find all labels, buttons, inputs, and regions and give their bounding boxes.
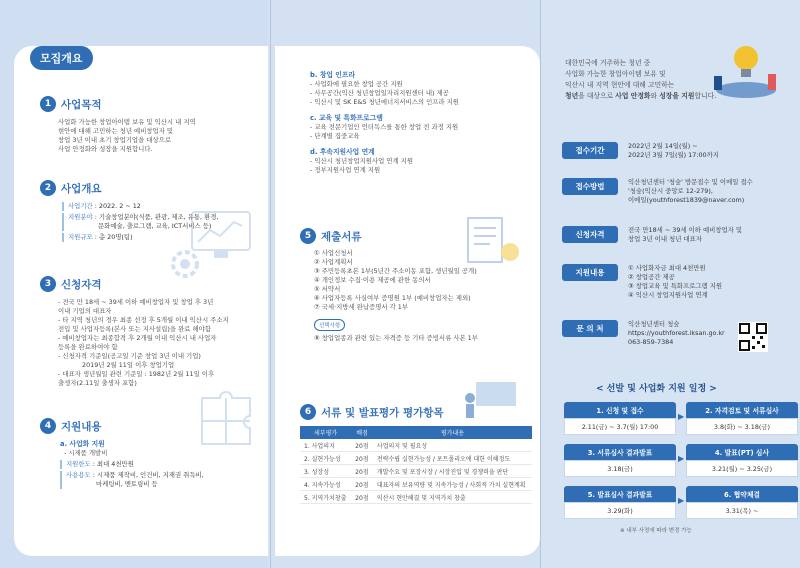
info-label: 접수방법 — [562, 178, 618, 195]
support-line: - 시제품 개발비 — [64, 449, 108, 457]
info-value — [628, 226, 742, 244]
info-row-support — [562, 264, 722, 300]
section-evaluation — [300, 404, 535, 504]
info-value-line: ② 창업공간 제공 — [628, 273, 675, 281]
table-cell: 20점 — [351, 491, 373, 504]
section-eligibility — [40, 276, 265, 388]
schedule-title: < 선발 및 사업화 지원 일정 > — [596, 384, 717, 394]
info-value-line: ① 사업화자금 최대 4천만원 — [628, 264, 706, 272]
info-value-line: 2022년 2월 14일(월) ~ — [628, 142, 698, 150]
step-date: 3.18(금) — [564, 460, 676, 477]
schedule-step — [564, 402, 676, 435]
intro-mid: 와 — [650, 92, 660, 100]
eligibility-line: 이내 기업의 대표자 — [58, 307, 112, 315]
step-date: 3.21(월) ~ 3.25(금) — [686, 460, 798, 477]
intro-end: 합니다. — [694, 92, 717, 100]
infra-line: - 익산시 및 SK E&S 청년에너지서비스의 인프라 지원 — [310, 98, 459, 106]
step-date: 3.8(화) ~ 3.18(금) — [686, 418, 798, 435]
table-cell: 20점 — [351, 478, 373, 491]
table-cell: 2. 실현가능성 — [300, 452, 351, 465]
table-header: 평가내용 — [373, 426, 532, 439]
arrow-right-icon: ▶ — [678, 454, 685, 463]
use-value-2: 마케팅비, 멘토링비 등 — [96, 480, 158, 488]
schedule-step — [686, 486, 798, 519]
field-value-1: : 기술창업분야(식품, 관광, 제조, 유통, 환경, — [92, 213, 219, 221]
section-number: 5 — [300, 228, 316, 244]
eligibility-line: - 타 지역 청년의 경우 최종 선정 후 5개월 이내 익산시 주소지 — [58, 316, 229, 324]
table-cell: 3. 성장성 — [300, 465, 351, 478]
infra-line: - 사무공간(익산 청년창업일자리지원센터 내) 제공 — [310, 89, 449, 97]
table-cell: 20점 — [351, 439, 373, 452]
step-title: 3. 서류심사 결과발표 — [564, 444, 676, 460]
section-number: 2 — [40, 180, 56, 196]
table-cell: 4. 지속가능성 — [300, 478, 351, 491]
eligibility-line: 전입 및 사업자등록(본사 또는 지사설립)을 완료 해야함 — [58, 325, 211, 333]
document-item: ⑤ 서약서 — [314, 285, 341, 293]
step-title: 5. 발표심사 결과발표 — [564, 486, 676, 502]
purpose-text-4: 사업 안정화와 성장을 지원합니다. — [58, 145, 153, 153]
table-cell: 개발수요 및 포장시장 / 시장진입 및 경쟁력을 판단 — [373, 465, 532, 478]
section-number: 3 — [40, 276, 56, 292]
section-title: 지원내용 — [61, 420, 102, 433]
limit-value: : 최대 4천만원 — [90, 460, 134, 468]
info-row-eligibility — [562, 226, 742, 244]
step-date: 3.29(화) — [564, 502, 676, 519]
step-title: 6. 협약체결 — [686, 486, 798, 502]
use-value-1: : 시제품 제작비, 인건비, 지재권 취득비, — [90, 471, 204, 479]
limit-row — [60, 460, 260, 469]
step-title: 4. 발표(PT) 심사 — [686, 444, 798, 460]
table-header: 배점 — [351, 426, 373, 439]
schedule-step — [564, 486, 676, 519]
followup-line: - 정부지원사업 연계 지원 — [310, 166, 381, 174]
section-title: 사업개요 — [61, 182, 102, 195]
section-badge: 모집개요 — [30, 46, 93, 70]
schedule-step — [564, 444, 676, 477]
info-value-line: 2022년 3월 7일(월) 17:00까지 — [628, 151, 719, 159]
eligibility-line: 등록을 완료하여야 함 — [58, 343, 118, 351]
schedule-step — [686, 402, 798, 435]
table-cell: 익산시 현안해결 및 지역가치 창출 — [373, 491, 532, 504]
evaluation-table — [300, 426, 532, 504]
table-cell: 1. 사업의지 — [300, 439, 351, 452]
field-key: 지원분야 — [68, 213, 93, 221]
intro-line-last — [565, 91, 765, 102]
info-value — [628, 178, 753, 205]
limit-key: 지원한도 — [66, 460, 91, 468]
info-row-contact — [562, 320, 725, 347]
purpose-text-3: 창업 3년 이내 초기 창업기업을 대상으로 — [58, 136, 171, 144]
info-value — [628, 142, 719, 160]
table-cell: 전략수립 실현가능성 / 포트폴리오에 대한 이해정도 — [373, 452, 532, 465]
table-cell: 사업의지 및 필요성 — [373, 439, 532, 452]
info-value-line: 063-859-7384 — [628, 338, 674, 346]
document-item: ① 사업신청서 — [314, 249, 353, 257]
table-cell: 대표자의 보유역량 및 지속가능성 / 사회적 가치 실현계획 — [373, 478, 532, 491]
document-item: ② 사업계획서 — [314, 258, 353, 266]
use-key: 사용용도 — [66, 471, 91, 479]
schedule-step — [686, 444, 798, 477]
section-number: 1 — [40, 96, 56, 112]
info-label: 문 의 처 — [562, 320, 618, 337]
eligibility-line: 2019년 2월 11일 이후 창업기업 — [82, 361, 175, 369]
section-title: 제출서류 — [321, 230, 362, 243]
info-value-line: 익산청년센터 청숲 — [628, 320, 680, 328]
document-item: ③ 주민등록초본 1부(5년간 주소이동 포함, 생년월일 공개) — [314, 267, 477, 275]
intro-block — [565, 58, 765, 102]
section-purpose — [40, 96, 260, 154]
documents-illustration — [448, 212, 524, 268]
fold-line-left — [270, 0, 271, 568]
infra-title: b. 창업 인프라 — [310, 71, 356, 79]
purpose-text-2: 현안에 대해 고민하는 청년 예비창업자 및 — [58, 127, 174, 135]
section-title: 서류 및 발표평가 평가항목 — [321, 406, 444, 419]
table-row — [300, 491, 532, 504]
eligibility-line: - 신청자격 기준일(공고일 기준 창업 3년 이내 기업) — [58, 352, 201, 360]
gear-icon — [165, 244, 205, 284]
info-value-line: 익산청년센터 '청숲' 방문접수 및 이메일 접수 — [628, 178, 753, 186]
purpose-text-1: 사업화 가능한 창업아이템 보유 및 익산시 내 지역 — [58, 118, 196, 126]
info-value-line: 이메일(youthforest1839@naver.com) — [628, 196, 745, 204]
document-item: ⑦ 국세·지방세 완납증명서 각 1부 — [314, 303, 409, 311]
arrow-right-icon: ▶ — [678, 412, 685, 421]
document-item: ⑥ 사업자등록 사실여부 증명원 1부 (예비창업자는 제외) — [314, 294, 471, 302]
document-item: ④ 개인정보 수집·이용 제공에 관한 동의서 — [314, 276, 431, 284]
period-value: : 2022. 2 ~ 12 — [92, 202, 141, 210]
section-title: 신청자격 — [61, 278, 102, 291]
info-value-line: 창업 3년 이내 청년 대표자 — [628, 235, 702, 243]
table-cell: 20점 — [351, 452, 373, 465]
info-label: 접수기간 — [562, 142, 618, 159]
intro-line: 대한민국에 거주하는 청년 중 — [565, 59, 651, 67]
table-header: 세부평가 — [300, 426, 351, 439]
contact-link[interactable]: https://youthforest.iksan.go.kr — [628, 329, 725, 337]
section-number: 6 — [300, 404, 316, 420]
table-row — [300, 465, 532, 478]
info-label: 지원내용 — [562, 264, 618, 281]
step-title: 1. 신청 및 접수 — [564, 402, 676, 418]
scale-value: : 총 20명(팀) — [92, 233, 133, 241]
section-number: 4 — [40, 418, 56, 434]
eligibility-line: 출생자(2.11일 출생자 포함) — [58, 379, 137, 387]
table-row — [300, 439, 532, 452]
intro-bold: 성장을 지원 — [659, 92, 695, 100]
eligibility-line: - 대표자 생년월일 관련 기준일 : 1982년 2월 11일 이후 — [58, 370, 215, 378]
info-value-line: ③ 창업교육 및 특화프로그램 지원 — [628, 282, 723, 290]
step-date: 3.31(목) ~ — [686, 502, 798, 519]
education-line: - 단계별 집중교육 — [310, 132, 360, 140]
table-cell: 5. 지역가치창출 — [300, 491, 351, 504]
intro-bold: 청년 — [565, 92, 579, 100]
eligibility-line: - 예비창업자는 최종합격 후 2개월 이내 익산시 내 사업자 — [58, 334, 217, 342]
period-key: 사업기간 — [68, 202, 93, 210]
qr-code-icon[interactable] — [738, 322, 768, 352]
optional-tag: 선택사항 — [314, 319, 345, 331]
followup-title: d. 후속지원사업 연계 — [310, 148, 375, 156]
info-value-line: '청숲(익산시 중앙로 12-279), — [628, 187, 713, 195]
intro-line: 익산시 내 지역 현안에 대해 고민하는 — [565, 81, 675, 89]
intro-tail: 을 대상으로 — [578, 92, 616, 100]
step-date: 2.11(금) ~ 3.7(월) 17:00 — [564, 418, 676, 435]
use-row — [60, 471, 260, 489]
intro-bold: 사업 안정화 — [615, 92, 651, 100]
info-label: 신청자격 — [562, 226, 618, 243]
info-row-method — [562, 178, 753, 205]
eligibility-line: - 전국 만 18세 ~ 39세 이하 예비창업자 및 창업 후 3년 — [58, 298, 214, 306]
intro-line: 사업화 가능한 창업아이템 보유 및 — [565, 70, 666, 78]
infra-block — [310, 70, 535, 175]
scale-key: 지원규모 — [68, 233, 93, 241]
puzzle-illustration — [196, 388, 260, 448]
info-value-line: ④ 익산시 창업지원사업 연계 — [628, 291, 708, 299]
info-value — [628, 264, 722, 300]
table-row — [300, 478, 532, 491]
support-subtitle: a. 사업화 지원 — [60, 440, 105, 448]
table-cell: 20점 — [351, 465, 373, 478]
info-row-period — [562, 142, 719, 160]
step-title: 2. 자격검토 및 서류심사 — [686, 402, 798, 418]
info-value — [628, 320, 725, 347]
section-title: 사업목적 — [61, 98, 102, 111]
table-row — [300, 452, 532, 465]
schedule-note: ※ 내부 사정에 따라 변경 가능 — [620, 528, 692, 534]
optional-item: ⑧ 창업업종과 관련 있는 자격증 등 기타 증빙서류 사본 1부 — [314, 334, 478, 342]
infra-line: - 사업화에 필요한 창업 공간 지원 — [310, 80, 403, 88]
arrow-right-icon: ▶ — [678, 496, 685, 505]
field-value-2: 문화예술, 출로그램, 교육, ICT서비스 등) — [98, 222, 212, 230]
education-line: - 교육 전문기업인 언더독스를 통한 창업 전 과정 지원 — [310, 123, 459, 131]
info-value-line: 전국 만18세 ~ 39세 이하 예비창업자 및 — [628, 226, 743, 234]
followup-line: - 익산시 청년창업지원사업 연계 지원 — [310, 157, 414, 165]
table-header-row — [300, 426, 532, 439]
education-title: c. 교육 및 특화프로그램 — [310, 114, 383, 122]
